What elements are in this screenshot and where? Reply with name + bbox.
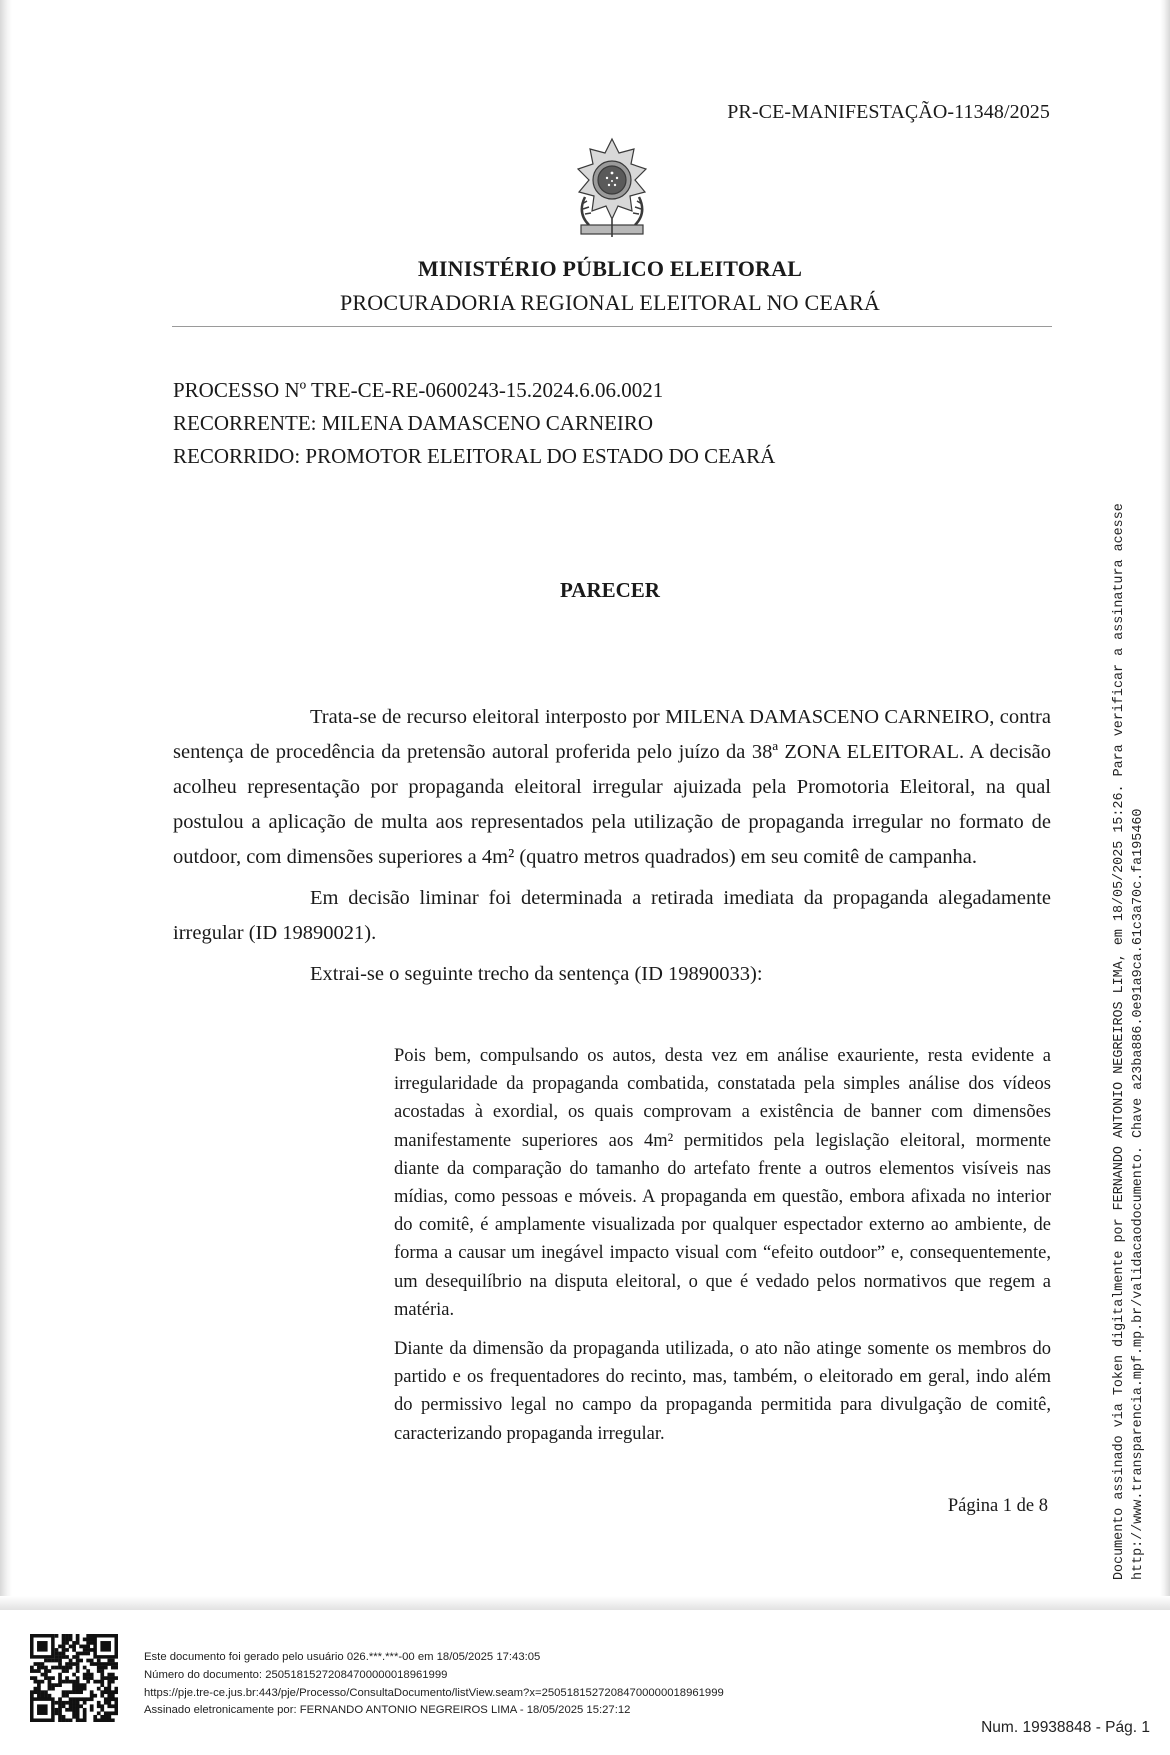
document-id: PR-CE-MANIFESTAÇÃO-11348/2025: [727, 101, 1050, 123]
body-paragraph: Trata-se de recurso eleitoral interposto por MILENA DAMASCENO CARNEIRO, contra sentença de procedência da pretensão autoral proferida pelo juízo da 38ª ZONA ELEITORAL. A decisão acolheu representação por propaganda eleitoral irregular ajuizada pela Promotoria Eleitoral, na qual postulou a aplicação de multa aos representados pela utilização de propaganda irregular no formato de outdoor, com dimensões superiores a 4m² (quatro metros quadrados) em seu comitê de campanha.: [173, 706, 1051, 868]
signature-stamp: [1110, 503, 1148, 1580]
quote-intro: Extrai-se o seguinte trecho da sentença (ID 19890033):: [310, 963, 763, 985]
footer-url-link[interactable]: https://pje.tre-ce.jus.br:443/pje/Processo/ConsultaDocumento/listView.seam?x=25051815272084700000018961999: [144, 1686, 724, 1699]
page-number: Página 1 de 8: [947, 1496, 1048, 1516]
case-number: PROCESSO Nº TRE-CE-RE-0600243-15.2024.6.06.0021: [173, 378, 664, 402]
signature-stamp-link[interactable]: http://www.transparencia.mpf.mp.br/validacaodocumento. Chave a23ba886.0e91a9ca.61c3a70c.fa195460: [1131, 808, 1146, 1580]
organization-subtitle: PROCURADORIA REGIONAL ELEITORAL NO CEARÁ: [339, 290, 881, 315]
case-appellant: RECORRENTE: MILENA DAMASCENO CARNEIRO: [173, 411, 654, 435]
body-text: [173, 700, 1051, 992]
page-reference: Num. 19938848 - Pág. 1: [981, 1719, 1150, 1736]
page-bottom-shade: [0, 1596, 1170, 1610]
body-paragraph: Em decisão liminar foi determinada a retirada imediata da propaganda alegadamente irregular (ID 19890021).: [173, 887, 1051, 944]
case-appellee: RECORRIDO: PROMOTOR ELEITORAL DO ESTADO DO CEARÁ: [173, 444, 776, 468]
quote-block: [394, 1042, 1051, 1448]
footer-signed-by: Assinado eletronicamente por: FERNANDO ANTONIO NEGREIROS LIMA - 18/05/2025 15:27:12: [144, 1704, 631, 1717]
qr-code-icon[interactable]: [30, 1634, 118, 1722]
case-info: [173, 374, 775, 473]
quote-paragraph: Pois bem, compulsando os autos, desta vez em análise exauriente, resta evidente a irregularidade da propaganda combatida, constatada pela simples análise dos vídeos acostadas à exordial, os quais comprovam a existência de banner com dimensões manifestamente superiores aos 4m² permitidos pela legislação eleitoral, mormente diante da comparação do tamanho do artefato frente a outros elementos visíveis nas mídias, como pessoas e móveis. A propaganda em questão, embora afixada no interior do comitê, é amplamente visualizada por qualquer espectador externo ao ambiente, de forma a causar um inegável impacto visual com “efeito outdoor” e, consequentemente, um desequilíbrio na disputa eleitoral, o que é vedado pelos normativos que regem a matéria.: [394, 1046, 1051, 1320]
footer-generated-by: Este documento foi gerado pelo usuário 026.***.***-00 em 18/05/2025 17:43:05: [144, 1651, 541, 1663]
quote-paragraph: Diante da dimensão da propaganda utilizada, o ato não atinge somente os membros do partido e os frequentadores do recinto, mas, também, o eleitorado em geral, indo além do permissivo legal no campo da propaganda permitida para divulgação de comitê, caracterizando propaganda irregular.: [394, 1339, 1051, 1444]
footer-document-number: Número do documento: 25051815272084700000018961999: [144, 1668, 448, 1681]
signature-stamp-line: Documento assinado via Token digitalmente por FERNANDO ANTONIO NEGREIROS LIMA, em 18/05/2025 15:26. Para verificar a assinatura acesse: [1112, 503, 1127, 1580]
page-edge-right: [1160, 0, 1170, 1610]
footer: [144, 1649, 724, 1720]
page-edge-left: [0, 0, 12, 1610]
brazil-coat-of-arms-icon: [567, 135, 657, 241]
header-divider: [172, 326, 1052, 327]
organization-name: MINISTÉRIO PÚBLICO ELEITORAL: [417, 256, 803, 281]
document-title: PARECER: [560, 578, 660, 602]
